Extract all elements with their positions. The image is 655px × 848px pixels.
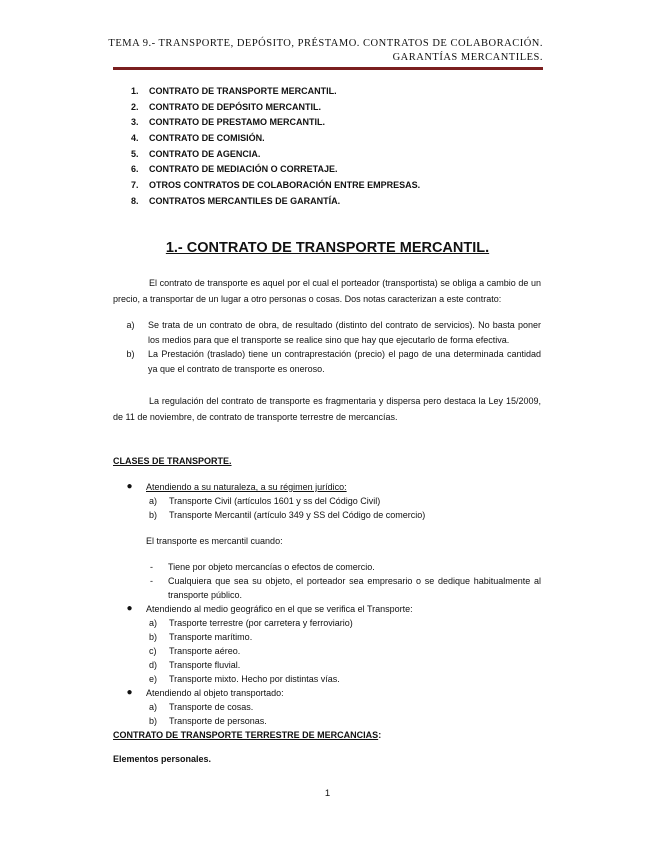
list-item: b) Transporte de personas. [149, 716, 267, 726]
terrestre-heading: CONTRATO DE TRANSPORTE TERRESTRE DE MERCANCIAS: [113, 730, 382, 740]
header-line-2: GARANTÍAS MERCANTILES. [392, 52, 543, 63]
list-item: a) Transporte Civil (artículos 1601 y ss del Código Civil) [149, 496, 381, 506]
list-item: b) Transporte Mercantil (artículo 349 y SS del Código de comercio) [149, 510, 426, 520]
list-item: a) Transporte de cosas. [149, 702, 254, 712]
section-title: 1.- CONTRATO DE TRANSPORTE MERCANTIL. [165, 240, 490, 256]
toc-item: 1. CONTRATO DE TRANSPORTE MERCANTIL. [131, 86, 337, 96]
bullet-item: ● Atendiendo al objeto transportado: [113, 686, 541, 700]
contract-notes-list [113, 318, 541, 376]
toc-item: 7. OTROS CONTRATOS DE COLABORACIÓN ENTRE EMPRESAS. [131, 180, 421, 191]
bullet-icon: ● [126, 481, 133, 492]
page-number: 1 [324, 788, 331, 799]
bullet-icon: ● [126, 603, 133, 614]
bullet-item: ● Atendiendo a su naturaleza, a su régimen jurídico: [113, 480, 541, 494]
regulation-paragraph: La regulación del contrato de transporte es fragmentaria y dispersa pero destaca la Ley 15/2009, de 11 de noviembre, de contrato de transporte terrestre de mercancías. [113, 396, 541, 422]
header-line-1: TEMA 9.- TRANSPORTE, DEPÓSITO, PRÉSTAMO. CONTRATOS DE COLABORACIÓN. [108, 38, 543, 49]
toc-item: 4. CONTRATO DE COMISIÓN. [131, 133, 265, 144]
list-item: - Cualquiera que sea su objeto, el porteador sea empresario o se dedique habitualmente al transporte público. [150, 576, 541, 600]
list-item: b) La Prestación (traslado) tiene un contraprestación (precio) el pago de una determinada cantidad ya que el contrato de transporte es oneroso. [126, 349, 541, 374]
intro-paragraph: El contrato de transporte es aquel por el cual el porteador (transportista) se obliga a cambio de un precio, a transportar de un lugar a otro personas o cosas. Dos notas caracterizan a este contrato: [113, 278, 541, 304]
list-item: b) Transporte marítimo. [149, 632, 253, 642]
toc-item: 2. CONTRATO DE DEPÓSITO MERCANTIL. [131, 101, 322, 112]
toc-item: 8. CONTRATOS MERCANTILES DE GARANTÍA. [131, 195, 341, 206]
toc-item: 5. CONTRATO DE AGENCIA. [131, 148, 261, 159]
header-rule [113, 67, 543, 70]
clases-heading: CLASES DE TRANSPORTE. [113, 456, 232, 466]
table-of-contents [131, 84, 420, 210]
bullet-item: ● Atendiendo al medio geográfico en el que se verifica el Transporte: [113, 602, 541, 616]
list-item: c) Transporte aéreo. [149, 646, 241, 656]
list-item: e) Transporte mixto. Hecho por distintas vías. [149, 674, 340, 684]
list-item: d) Transporte fluvial. [149, 660, 241, 670]
elementos-personales: Elementos personales. [113, 754, 212, 764]
running-header [103, 37, 543, 65]
toc-item: 6. CONTRATO DE MEDIACIÓN O CORRETAJE. [131, 164, 338, 175]
clases-list [113, 480, 541, 728]
list-item: - Tiene por objeto mercancías o efectos de comercio. [150, 562, 375, 572]
list-item: a) Trasporte terrestre (por carretera y ferroviario) [149, 618, 353, 628]
mercantil-intro: El transporte es mercantil cuando: [146, 536, 283, 546]
list-item: a) Se trata de un contrato de obra, de resultado (distinto del contrato de servicios). No basta poner los medios para que el transporte se realice sino que hay que ejecutarlo de forma efectiva. [126, 320, 541, 345]
bullet-icon: ● [126, 687, 133, 698]
toc-item: 3. CONTRATO DE PRESTAMO MERCANTIL. [131, 117, 325, 128]
